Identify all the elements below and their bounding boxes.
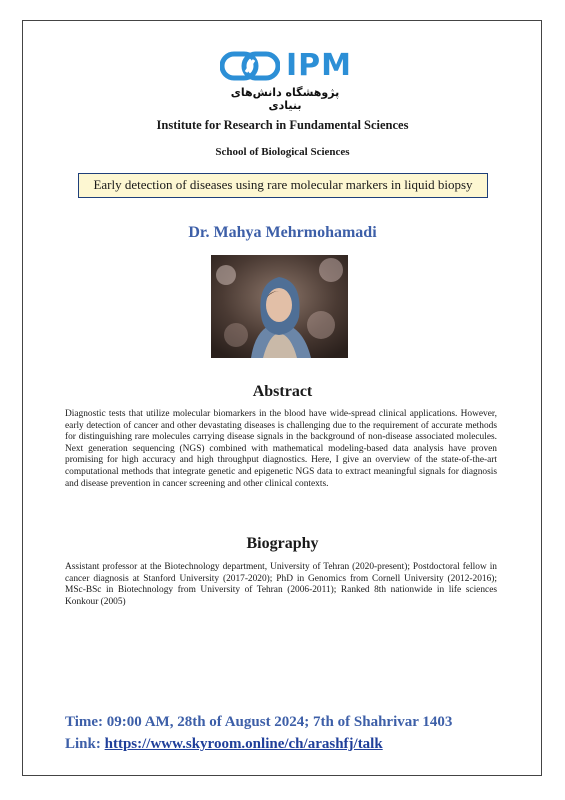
talk-title: Early detection of diseases using rare molecular markers in liquid biopsy	[93, 177, 473, 192]
ipm-logo	[220, 48, 353, 112]
logo-text: IPM	[286, 48, 353, 83]
institute-name: Institute for Research in Fundamental Sciences	[156, 118, 409, 132]
talk-link[interactable]: https://www.skyroom.online/ch/arashfj/talk	[104, 736, 383, 752]
biography-text: Assistant professor at the Biotechnology department, University of Tehran (2020-present); Postdoctoral fellow in cancer diagnosis at Stanford University (2017-2020); PhD in Genomics from Cornell University (2012-2016); MSc-BSc in Biotechnology from University of Tehran (2006-2011); Ranked 8th nationwide in life sciences Konkour (2005)	[65, 562, 497, 607]
logo-persian-text: پژوهشگاه دانش‌های بنیادی	[230, 86, 340, 112]
speaker-photo	[211, 255, 348, 358]
abstract-heading: Abstract	[252, 383, 313, 400]
link-label: Link:	[65, 736, 105, 752]
talk-title-box	[78, 173, 488, 198]
talk-time: Time: 09:00 AM, 28th of August 2024; 7th of Shahrivar 1403	[65, 714, 453, 730]
link-row	[65, 736, 505, 753]
speaker-name: Dr. Mahya Mehrmohamadi	[188, 224, 377, 241]
ipm-logo-mark-icon	[220, 50, 280, 82]
school-name: School of Biological Sciences	[215, 146, 350, 158]
abstract-text: Diagnostic tests that utilize molecular biomarkers in the blood have wide-spread clinical applications. However, early detection of cancer and other devastating diseases is challenging due to the requirement of accurate methods for distinguishing rare molecules carrying disease signals in the background of non-disease associated molecules. Next generation sequencing (NGS) combined with mathematical modeling-based data analysis have proven promising for high accuracy and high throughput diagnostics. Here, I give an overview of the state-of-the-art computational methods that integrate genetic and epigenetic NGS data to extract meaningful signals for diagnosis and disease prevention in cancer screening and other clinical contexts.	[65, 409, 497, 489]
biography-heading: Biography	[246, 535, 319, 552]
